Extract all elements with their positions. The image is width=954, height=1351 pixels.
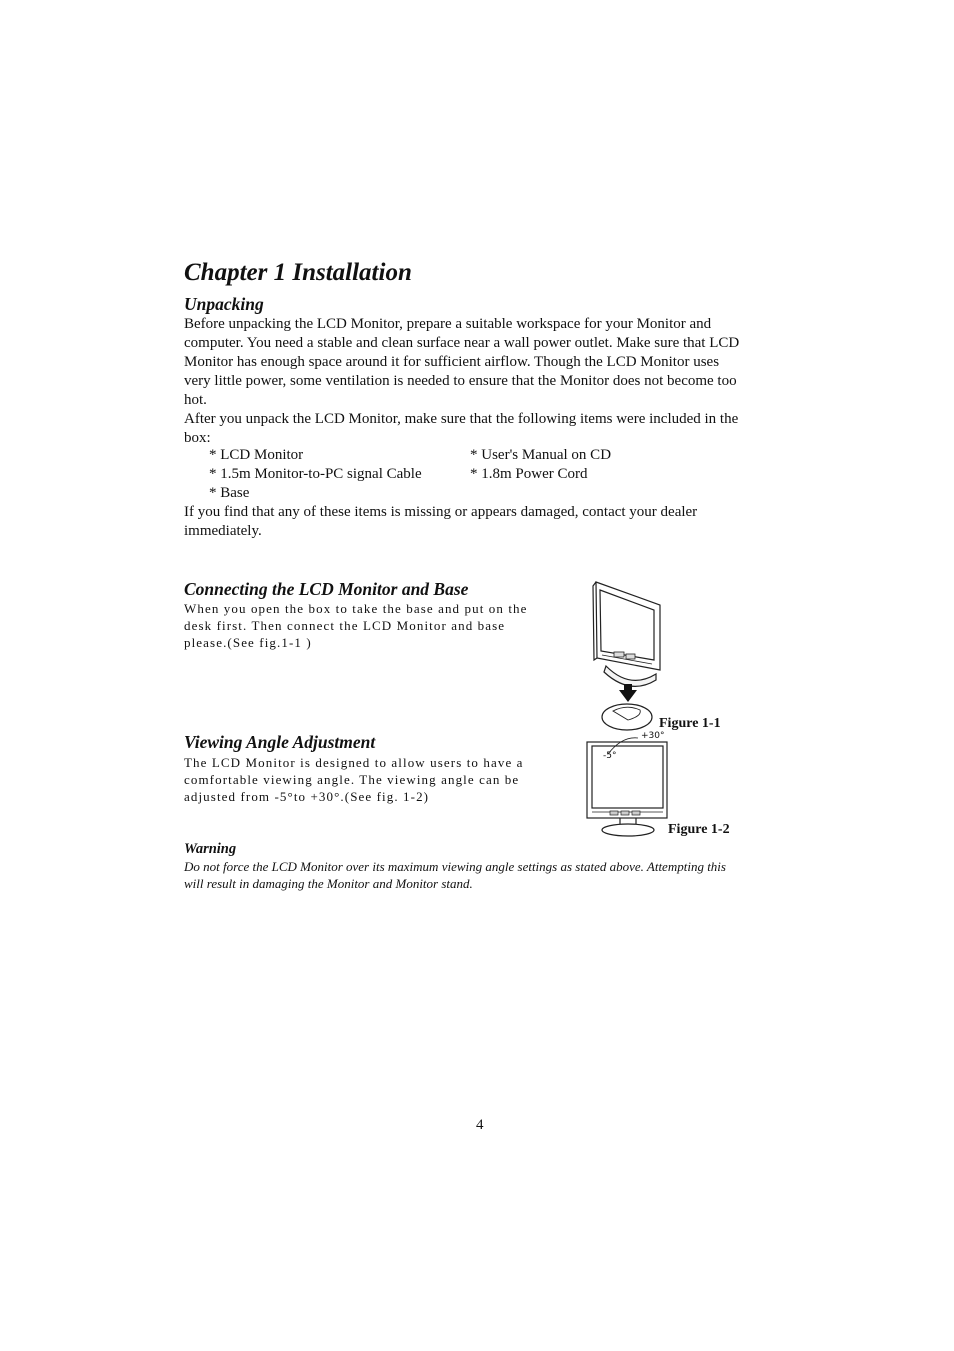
connecting-heading: Connecting the LCD Monitor and Base bbox=[184, 579, 469, 599]
text-line: Before unpacking the LCD Monitor, prepare a suitable workspace for your Monitor and bbox=[184, 316, 712, 332]
unpacking-heading: Unpacking bbox=[184, 294, 264, 314]
list-item: * 1.8m Power Cord bbox=[470, 466, 588, 482]
figure-1-1-illustration bbox=[580, 578, 670, 728]
warning-paragraph bbox=[184, 858, 726, 892]
list-item: * 1.5m Monitor-to-PC signal Cable bbox=[209, 466, 422, 482]
connecting-paragraph bbox=[184, 600, 528, 651]
text-line: After you unpack the LCD Monitor, make sure that the following items were included in the bbox=[184, 411, 739, 427]
text-line: Do not force the LCD Monitor over its maximum viewing angle settings as stated above. Attempting this bbox=[184, 859, 726, 874]
unpacking-paragraph-1 bbox=[184, 315, 778, 448]
text-line: very little power, some ventilation is needed to ensure that the Monitor does not become too bbox=[184, 373, 737, 389]
list-item: * Base bbox=[209, 485, 250, 501]
text-line: computer. You need a stable and clean surface near a wall power outlet. Make sure that LCD bbox=[184, 335, 740, 351]
text-line: desk first. Then connect the LCD Monitor and base bbox=[184, 618, 506, 633]
text-line: will result in damaging the Monitor and Monitor stand. bbox=[184, 876, 473, 891]
text-line: adjusted from -5°to +30°.(See fig. 1-2) bbox=[184, 789, 430, 804]
unpacking-paragraph-3 bbox=[184, 503, 778, 541]
figure-1-2-illustration bbox=[584, 730, 674, 840]
warning-heading: Warning bbox=[184, 841, 237, 857]
angle-plus-label: +30° bbox=[641, 731, 665, 741]
text-line: box: bbox=[184, 430, 211, 446]
text-line: Monitor has enough space around it for sufficient airflow. Though the LCD Monitor uses bbox=[184, 354, 720, 370]
text-line: When you open the box to take the base and put on the bbox=[184, 601, 528, 616]
text-line: The LCD Monitor is designed to allow users to have a bbox=[184, 755, 524, 770]
viewing-heading: Viewing Angle Adjustment bbox=[184, 732, 376, 752]
viewing-paragraph bbox=[184, 754, 524, 805]
angle-minus-label: -5° bbox=[603, 751, 617, 761]
text-line: If you find that any of these items is missing or appears damaged, contact your dealer bbox=[184, 504, 698, 520]
text-line: hot. bbox=[184, 392, 207, 408]
chapter-title: Chapter 1 Installation bbox=[184, 259, 412, 286]
text-line: comfortable viewing angle. The viewing angle can be bbox=[184, 772, 520, 787]
page-number: 4 bbox=[476, 1117, 484, 1133]
list-item: * LCD Monitor bbox=[209, 447, 304, 463]
text-line: immediately. bbox=[184, 523, 262, 539]
list-item: * User's Manual on CD bbox=[470, 447, 612, 463]
figure-1-2-caption: Figure 1-2 bbox=[668, 822, 730, 837]
figure-1-1-caption: Figure 1-1 bbox=[659, 716, 721, 731]
text-line: please.(See fig.1-1 ) bbox=[184, 635, 312, 650]
